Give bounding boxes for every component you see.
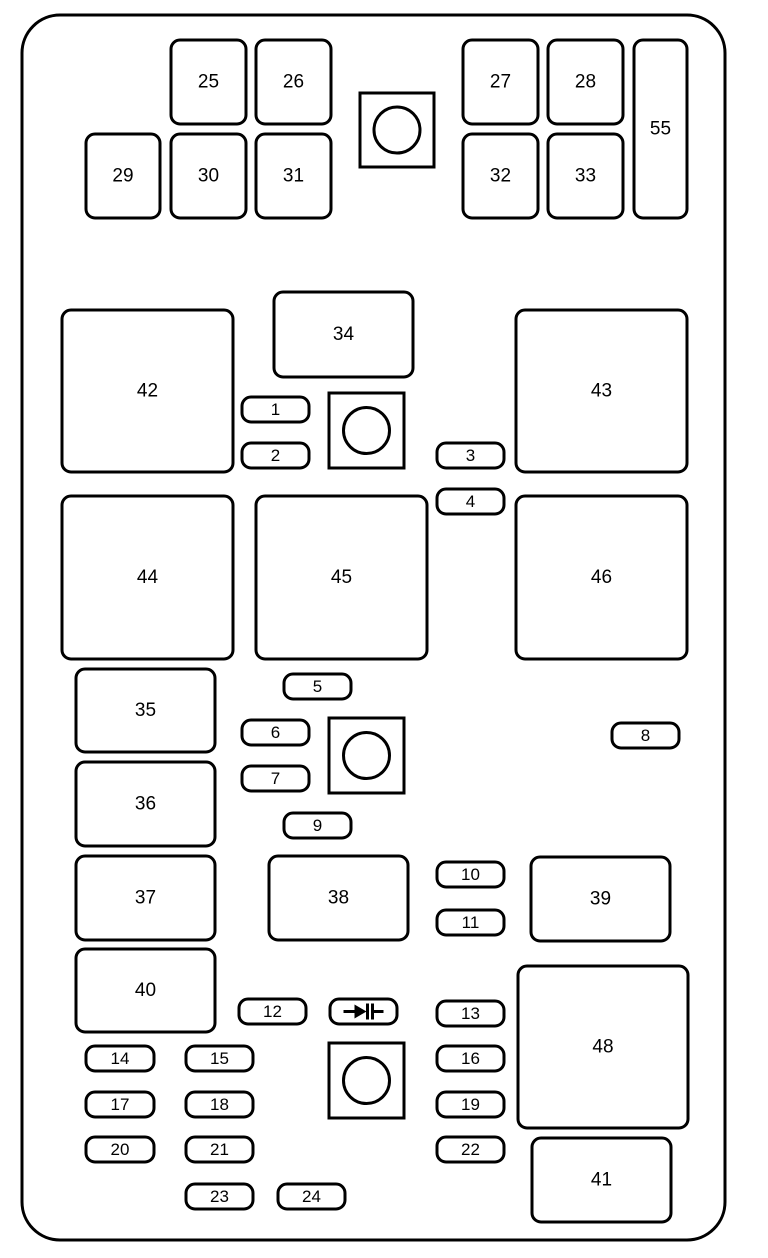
relay-33 — [548, 134, 623, 218]
fuse-6-label: 6 — [270, 723, 281, 742]
mounting-stud-2 — [329, 393, 404, 468]
relay-26-label: 26 — [282, 71, 305, 93]
relay-39-label: 39 — [589, 888, 612, 910]
fuse-19 — [437, 1092, 504, 1117]
relay-28 — [548, 40, 623, 124]
relay-32-label: 32 — [489, 165, 512, 187]
relay-45-label: 45 — [330, 567, 353, 588]
fuse-13 — [437, 1001, 504, 1026]
diode-slot — [330, 999, 397, 1024]
bolt-icon — [374, 107, 420, 153]
fuse-1 — [242, 397, 309, 422]
fuse-11 — [437, 910, 504, 935]
relay-42-label: 42 — [136, 380, 159, 402]
relay-26 — [256, 40, 331, 124]
relay-48-label: 48 — [592, 1036, 614, 1058]
fuse-11-label: 11 — [461, 913, 480, 932]
relay-25-label: 25 — [197, 71, 220, 93]
fuse-23-label: 23 — [210, 1187, 229, 1206]
fuse-7-label: 7 — [270, 769, 281, 788]
relay-32 — [463, 134, 538, 218]
relay-35 — [76, 669, 215, 752]
relay-28-label: 28 — [574, 71, 597, 93]
relay-34-label: 34 — [332, 324, 355, 345]
fuse-5 — [284, 674, 351, 699]
fuse-18-label: 18 — [210, 1095, 229, 1114]
bolt-icon — [344, 408, 390, 454]
fuse-15-label: 15 — [210, 1049, 229, 1068]
relay-27-label: 27 — [489, 71, 512, 93]
fuse-20 — [86, 1137, 154, 1162]
fuse-13-label: 13 — [461, 1004, 480, 1023]
relay-55-label: 55 — [649, 118, 672, 140]
fuse-22 — [437, 1137, 504, 1162]
relay-33-label: 33 — [574, 165, 597, 187]
relay-44-label: 44 — [136, 567, 159, 588]
fuse-20-label: 20 — [110, 1140, 130, 1159]
relay-40-label: 40 — [134, 980, 157, 1001]
relay-43-label: 43 — [590, 380, 613, 402]
fuse-12-label: 12 — [263, 1002, 282, 1021]
relay-40 — [76, 949, 215, 1032]
fuse-24 — [278, 1184, 345, 1209]
relay-41-label: 41 — [590, 1169, 613, 1191]
relay-46-label: 46 — [590, 567, 613, 588]
fuse-10 — [437, 862, 504, 887]
fuse-16 — [437, 1046, 504, 1071]
relay-46 — [516, 496, 687, 659]
fuse-1-label: 1 — [270, 400, 281, 419]
relay-31-label: 31 — [282, 165, 305, 187]
fuse-2 — [242, 443, 309, 468]
relay-30-label: 30 — [197, 165, 220, 187]
fuse-3-label: 3 — [465, 446, 476, 465]
relay-29-label: 29 — [112, 165, 134, 187]
fuse-18 — [186, 1092, 253, 1117]
mounting-stud-3 — [329, 718, 404, 793]
fuse-19-label: 19 — [461, 1095, 480, 1114]
fuse-9 — [284, 813, 351, 838]
fuse-14-label: 14 — [110, 1049, 130, 1068]
relay-27 — [463, 40, 538, 124]
fuse-4 — [437, 489, 504, 514]
relay-38 — [269, 856, 408, 940]
fuse-7 — [242, 766, 309, 791]
relay-37-label: 37 — [134, 887, 157, 909]
relay-36-label: 36 — [134, 793, 157, 815]
fuse-8 — [612, 723, 679, 748]
mounting-stud-1 — [360, 93, 434, 167]
relay-39 — [531, 857, 670, 941]
fuse-21 — [186, 1137, 253, 1162]
relay-37 — [76, 856, 215, 940]
relay-30 — [171, 134, 246, 218]
fuse-6 — [242, 720, 309, 745]
fuse-12 — [239, 999, 306, 1024]
fuse-4-label: 4 — [465, 492, 476, 511]
relay-38-label: 38 — [327, 887, 350, 909]
relay-43 — [516, 310, 687, 472]
relay-35-label: 35 — [134, 700, 157, 721]
relay-36 — [76, 762, 215, 846]
fuse-24-label: 24 — [302, 1187, 321, 1206]
fuse-15 — [186, 1046, 253, 1071]
fuse-22-label: 22 — [461, 1140, 480, 1159]
bolt-icon — [344, 1058, 390, 1104]
fuse-8-label: 8 — [640, 726, 651, 745]
bolt-icon — [344, 733, 390, 779]
fuse-14 — [86, 1046, 154, 1071]
fuse-17 — [86, 1092, 154, 1117]
fuse-21-label: 21 — [210, 1140, 229, 1159]
relay-34 — [274, 292, 413, 377]
fuse-10-label: 10 — [461, 865, 480, 884]
relay-44 — [62, 496, 233, 659]
relay-25 — [171, 40, 246, 124]
fuse-17-label: 17 — [110, 1095, 130, 1114]
fuse-16-label: 16 — [461, 1049, 480, 1068]
relay-42 — [62, 310, 233, 472]
relay-41 — [532, 1138, 671, 1222]
relay-48 — [518, 966, 688, 1128]
relay-55 — [634, 40, 687, 218]
fuse-23 — [186, 1184, 253, 1209]
fuse-3 — [437, 443, 504, 468]
relay-45 — [256, 496, 427, 659]
fuse-9-label: 9 — [312, 816, 323, 835]
mounting-stud-4 — [329, 1043, 404, 1118]
fuse-2-label: 2 — [270, 446, 281, 465]
fuse-5-label: 5 — [312, 677, 323, 696]
relay-29 — [86, 134, 160, 218]
relay-31 — [256, 134, 331, 218]
